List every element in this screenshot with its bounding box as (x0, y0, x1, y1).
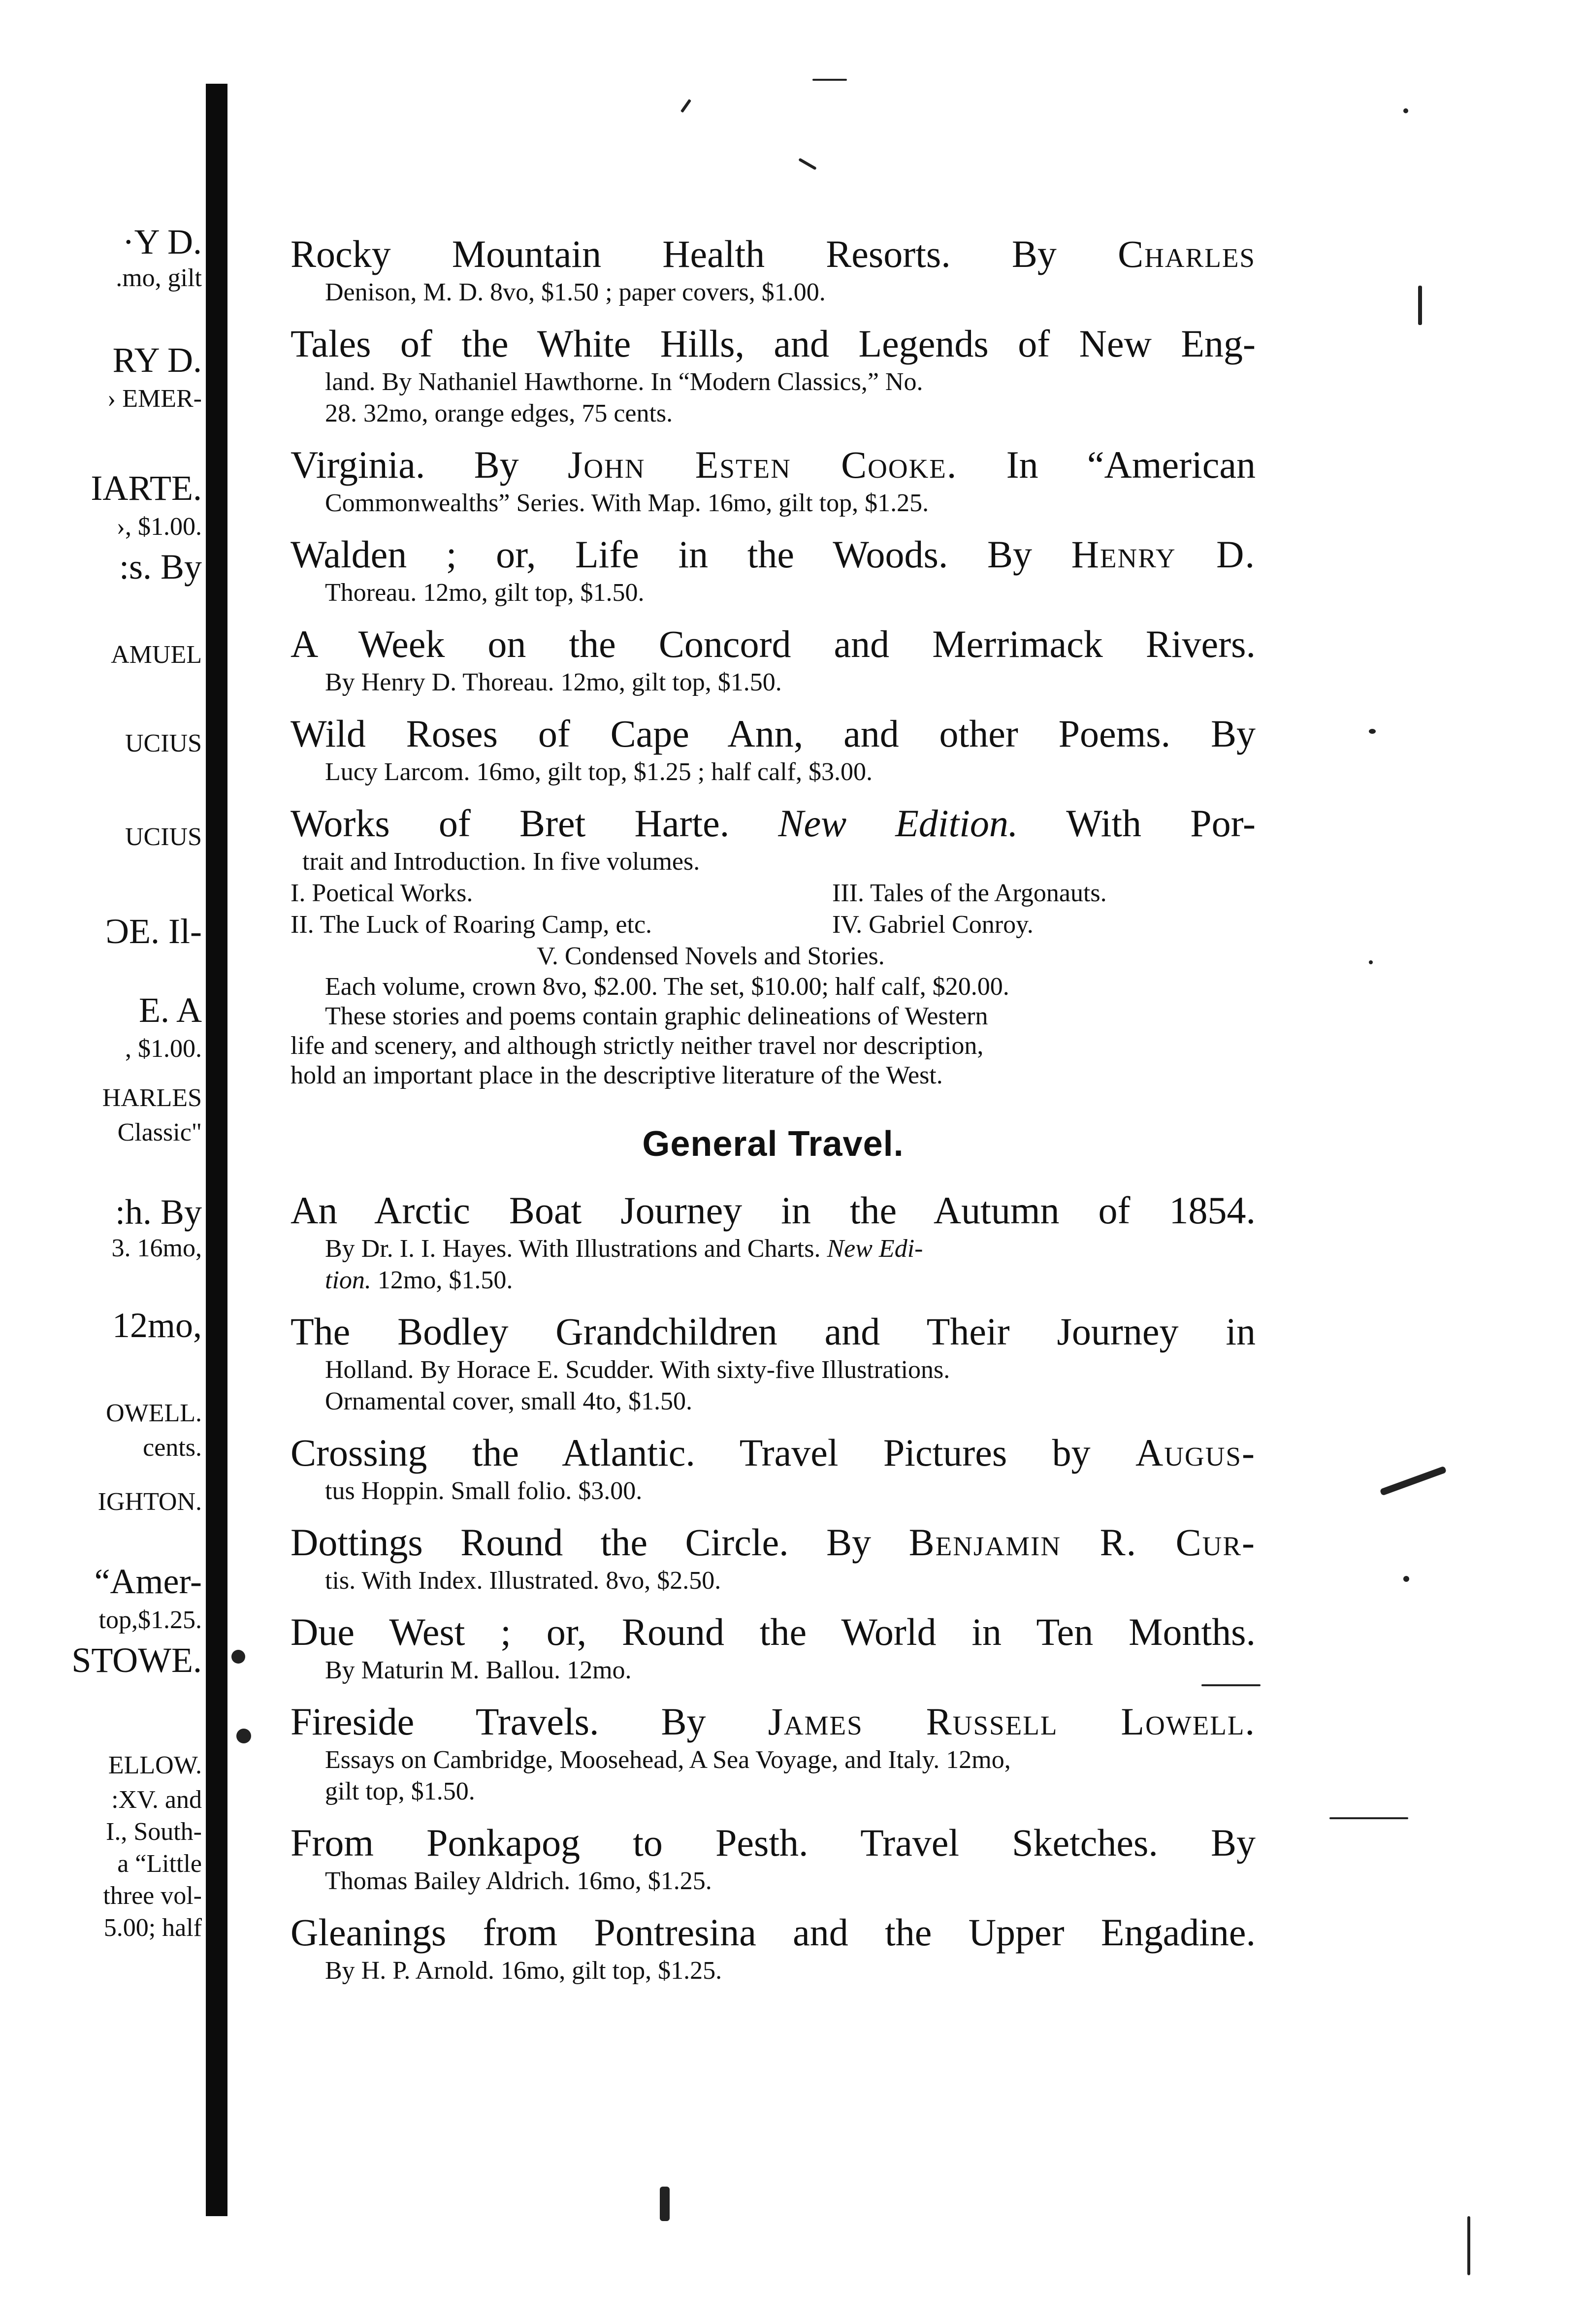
volume-item: IV. Gabriel Conroy. (832, 911, 1034, 939)
left-fragment: AMUEL (111, 641, 202, 669)
book-entry (291, 1609, 1256, 1686)
book-details: land. By Nathaniel Hawthorne. In “Modern Classics,” No. (325, 368, 923, 396)
book-entry (291, 321, 1256, 429)
description-line: life and scenery, and although strictly neither travel nor description, (291, 1032, 984, 1060)
book-details: By Dr. I. I. Hayes. With Illustrations and Charts. New Edi- (325, 1235, 923, 1263)
left-fragment: :XV. and (111, 1786, 202, 1814)
book-details: By Henry D. Thoreau. 12mo, gilt top, $1.50. (325, 668, 782, 696)
book-title: Dottings Round the Circle. By Benjamin R. Cur- (291, 1521, 1256, 1564)
volume-item: III. Tales of the Argonauts. (832, 879, 1107, 907)
description-line: These stories and poems contain graphic delineations of Western (325, 1002, 988, 1030)
left-fragment: 5.00; half (103, 1914, 202, 1942)
left-fragment: cents. (143, 1434, 202, 1462)
left-fragment: :h. By (115, 1192, 202, 1232)
volume-list (291, 878, 1256, 941)
book-title: Rocky Mountain Health Resorts. By Charles (291, 232, 1256, 275)
book-entry (291, 622, 1256, 698)
book-details: By H. P. Arnold. 16mo, gilt top, $1.25. (325, 1957, 722, 1985)
left-fragment: › EMER- (107, 385, 202, 413)
book-details: tion. 12mo, $1.50. (325, 1266, 513, 1294)
book-title: Tales of the White Hills, and Legends of New Eng- (291, 322, 1256, 365)
left-fragment: ƆE. Il- (105, 912, 202, 951)
left-fragment: top,$1.25. (98, 1606, 202, 1634)
facing-page-bleed (0, 0, 207, 2324)
book-title: Works of Bret Harte. New Edition. With Por- (291, 802, 1256, 845)
left-fragment: UCIUS (125, 823, 202, 851)
book-details: Ornamental cover, small 4to, $1.50. (325, 1387, 692, 1415)
left-fragment: UCIUS (125, 729, 202, 757)
book-details: Thoreau. 12mo, gilt top, $1.50. (325, 579, 645, 607)
book-entry (291, 1309, 1256, 1417)
book-entry (291, 1430, 1256, 1507)
left-fragment: RY D. (112, 340, 202, 380)
book-details: trait and Introduction. In five volumes. (302, 848, 700, 876)
book-details: tus Hoppin. Small folio. $3.00. (325, 1477, 643, 1505)
left-fragment: IARTE. (91, 468, 202, 508)
book-title: The Bodley Grandchildren and Their Journey in (291, 1310, 1256, 1353)
book-details: Lucy Larcom. 16mo, gilt top, $1.25 ; half calf, $3.00. (325, 758, 873, 786)
book-entry (291, 1820, 1256, 1897)
book-title: Crossing the Atlantic. Travel Pictures by Augus- (291, 1431, 1256, 1474)
book-details: Commonwealths” Series. With Map. 16mo, gilt top, $1.25. (325, 489, 929, 517)
book-entry (291, 1188, 1256, 1296)
book-title: From Ponkapog to Pesth. Travel Sketches. By (291, 1821, 1256, 1864)
book-entry (291, 231, 1256, 308)
book-details: By Maturin M. Ballou. 12mo. (325, 1656, 632, 1684)
left-fragment: ›, $1.00. (116, 513, 202, 541)
left-fragment: OWELL. (106, 1399, 202, 1427)
book-title: Fireside Travels. By James Russell Lowell. (291, 1700, 1256, 1743)
volume-item: V. Condensed Novels and Stories. (537, 942, 885, 970)
book-details: gilt top, $1.50. (325, 1777, 475, 1805)
left-fragment: Classic" (117, 1118, 202, 1146)
price-line: Each volume, crown 8vo, $2.00. The set, $10.00; half calf, $20.00. (325, 973, 1009, 1001)
left-fragment: ·Y D. (122, 222, 202, 262)
book-entry (291, 711, 1256, 788)
book-list (291, 231, 1256, 1999)
book-details: Denison, M. D. 8vo, $1.50 ; paper covers, $1.00. (325, 278, 826, 306)
left-fragment: 12mo, (112, 1306, 202, 1345)
left-fragment: .mo, gilt (116, 264, 202, 292)
left-fragment: HARLES (102, 1084, 202, 1112)
book-title: Gleanings from Pontresina and the Upper Engadine. (291, 1911, 1256, 1954)
book-entry-harte (291, 801, 1256, 1090)
left-fragment: STOWE. (71, 1640, 202, 1680)
left-fragment: I., South- (106, 1818, 202, 1846)
book-entry (291, 442, 1256, 519)
left-fragment: :s. By (119, 547, 202, 587)
left-fragment: ELLOW. (108, 1751, 202, 1779)
book-details: Thomas Bailey Aldrich. 16mo, $1.25. (325, 1867, 712, 1895)
book-title: Due West ; or, Round the World in Ten Months. (291, 1610, 1256, 1653)
left-fragment: IGHTON. (97, 1488, 202, 1516)
left-fragment: “Amer- (94, 1562, 202, 1601)
section-heading: General Travel. (642, 1124, 904, 1164)
book-entry (291, 532, 1256, 609)
left-fragment: E. A (138, 990, 202, 1030)
book-title: Virginia. By John Esten Cooke. In “American (291, 443, 1256, 486)
book-details: 28. 32mo, orange edges, 75 cents. (325, 399, 673, 427)
volume-item: II. The Luck of Roaring Camp, etc. (291, 911, 652, 939)
left-fragment: 3. 16mo, (111, 1234, 202, 1262)
book-title: An Arctic Boat Journey in the Autumn of 1854. (291, 1189, 1256, 1232)
book-details: Essays on Cambridge, Moosehead, A Sea Voyage, and Italy. 12mo, (325, 1746, 1011, 1774)
book-entry (291, 1910, 1256, 1987)
book-details: Holland. By Horace E. Scudder. With sixty-five Illustrations. (325, 1356, 950, 1384)
book-entry (291, 1520, 1256, 1597)
left-fragment: three vol- (103, 1882, 202, 1910)
book-title: A Week on the Concord and Merrimack Rivers. (291, 622, 1256, 665)
binding-shadow (206, 84, 227, 2216)
book-title: Walden ; or, Life in the Woods. By Henry D. (291, 533, 1256, 576)
left-fragment: a “Little (117, 1850, 202, 1878)
left-fragment: , $1.00. (125, 1035, 202, 1063)
description-line: hold an important place in the descriptive literature of the West. (291, 1061, 943, 1089)
book-entry (291, 1699, 1256, 1807)
book-details: tis. With Index. Illustrated. 8vo, $2.50. (325, 1567, 721, 1595)
volume-item: I. Poetical Works. (291, 879, 473, 907)
book-title: Wild Roses of Cape Ann, and other Poems. By (291, 712, 1256, 755)
